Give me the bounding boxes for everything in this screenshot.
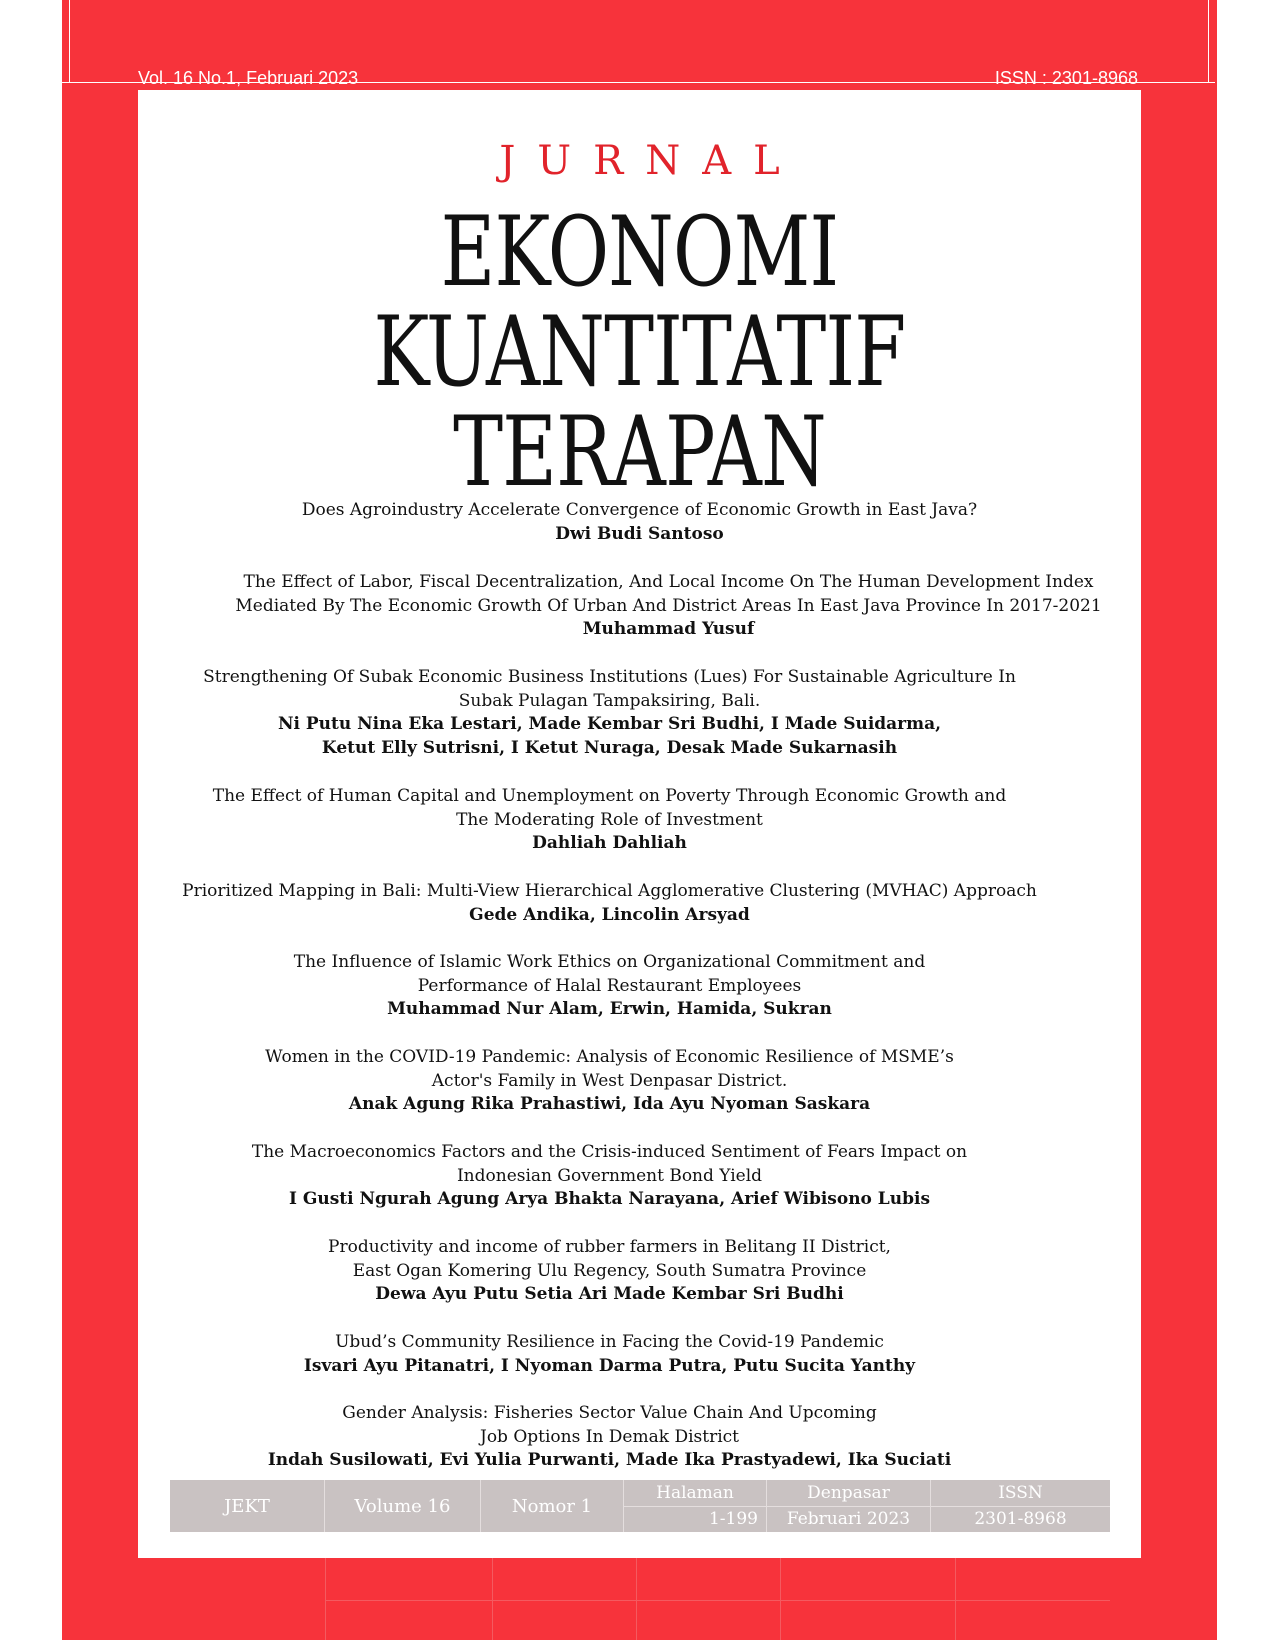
volume-cell: Volume 16 (354, 1495, 451, 1517)
bottom-grid-line (955, 1558, 956, 1640)
article-6 (138, 951, 1141, 1046)
article-10 (138, 1331, 1141, 1402)
bottom-grid-line (492, 1558, 493, 1640)
article-title: The Effect of Human Capital and Unemployment on Poverty Through Economic Growth and (212, 786, 1007, 806)
volume-issue-label: Vol. 16 No.1, Februari 2023 (138, 68, 359, 88)
masthead-ekonomi: EKONOMI (440, 196, 839, 308)
bottom-grid-line (325, 1600, 1110, 1601)
article-title: Strengthening Of Subak Economic Business Institutions (Lues) For Sustainable Agriculture In (203, 667, 1016, 687)
bottom-grid-line (780, 1558, 781, 1640)
article-1 (138, 499, 1141, 571)
masthead-terapan: TERAPAN (453, 396, 826, 508)
article-4 (138, 785, 1141, 880)
table-of-contents (138, 499, 1141, 1473)
article-title: Women in the COVID-19 Pandemic: Analysis of Economic Resilience of MSME’s (265, 1047, 954, 1067)
place-label: Denpasar (807, 1483, 890, 1503)
article-title: East Ogan Komering Ulu Regency, South Sumatra Province (352, 1260, 867, 1281)
article-2 (138, 571, 1141, 666)
issn-label: ISSN : 2301-8968 (994, 68, 1138, 88)
article-title: Job Options In Demak District (480, 1426, 739, 1447)
article-authors: I Gusti Ngurah Agung Arya Bhakta Narayana, Arief Wibisono Lubis (288, 1189, 931, 1209)
article-authors: Dwi Budi Santoso (555, 523, 724, 544)
article-authors: Dewa Ayu Putu Setia Ari Made Kembar Sri Budhi (375, 1284, 844, 1304)
article-title: Actor's Family in West Denpasar District. (431, 1070, 788, 1091)
article-11 (138, 1402, 1141, 1473)
article-authors: Isvari Ayu Pitanatri, I Nyoman Darma Putra, Putu Sucita Yanthy (303, 1355, 916, 1376)
article-9 (138, 1236, 1141, 1331)
article-title: Productivity and income of rubber farmers in Belitang II District, (328, 1237, 891, 1257)
article-8 (138, 1141, 1141, 1236)
article-title: The Effect of Labor, Fiscal Decentralization, And Local Income On The Human Development Index (243, 572, 1094, 592)
article-7 (138, 1046, 1141, 1141)
bottom-grid-line (325, 1558, 326, 1640)
cover-content-panel (138, 90, 1141, 1558)
frame-line-left (69, 0, 70, 83)
issue-info-table (170, 1480, 1110, 1532)
article-authors: Anak Agung Rika Prahastiwi, Ida Ayu Nyoman Saskara (348, 1094, 871, 1114)
article-authors: Muhammad Nur Alam, Erwin, Hamida, Sukran (387, 999, 832, 1019)
issn-table-label: ISSN (998, 1483, 1043, 1503)
article-title: The Macroeconomics Factors and the Crisis-induced Sentiment of Fears Impact on (251, 1142, 968, 1162)
masthead-kuantitatif: KUANTITATIF (373, 296, 906, 408)
issn-table-value: 2301-8968 (974, 1509, 1067, 1529)
pages-label: Halaman (656, 1483, 734, 1503)
pages-value: 1-199 (708, 1509, 758, 1529)
article-authors: Ketut Elly Sutrisni, I Ketut Nuraga, Desak Made Sukarnasih (321, 737, 898, 758)
article-title: The Moderating Role of Investment (456, 809, 763, 830)
article-title: Ubud’s Community Resilience in Facing the Covid-19 Pandemic (335, 1332, 884, 1352)
article-authors: Gede Andika, Lincolin Arsyad (469, 904, 750, 925)
article-title: Performance of Halal Restaurant Employees (417, 975, 802, 996)
article-5 (138, 880, 1141, 951)
cover-top-bar (138, 68, 1138, 90)
bottom-grid-line (636, 1558, 637, 1640)
article-title: Indonesian Government Bond Yield (456, 1165, 763, 1186)
article-3 (138, 666, 1141, 785)
article-title: Does Agroindustry Accelerate Convergence of Economic Growth in East Java? (301, 500, 978, 520)
frame-line-right (1208, 0, 1209, 83)
article-authors: Muhammad Yusuf (582, 619, 755, 639)
article-authors: Dahliah Dahliah (532, 833, 687, 853)
article-title: Subak Pulagan Tampaksiring, Bali. (458, 690, 761, 711)
article-authors: Ni Putu Nina Eka Lestari, Made Kembar Sri Budhi, I Made Suidarma, (277, 714, 942, 734)
article-title: The Influence of Islamic Work Ethics on Organizational Commitment and (293, 952, 926, 972)
masthead-jurnal: JURNAL (499, 138, 802, 184)
article-authors: Indah Susilowati, Evi Yulia Purwanti, Made Ika Prastyadewi, Ika Suciati (267, 1450, 952, 1470)
date-value: Februari 2023 (786, 1509, 911, 1529)
journal-abbrev: JEKT (224, 1495, 270, 1517)
number-cell: Nomor 1 (511, 1495, 593, 1517)
article-title: Gender Analysis: Fisheries Sector Value Chain And Upcoming (342, 1403, 877, 1423)
article-title: Mediated By The Economic Growth Of Urban And District Areas In East Java Province In 2017-2021 (235, 595, 1102, 616)
article-title: Prioritized Mapping in Bali: Multi-View Hierarchical Agglomerative Clustering (MVHAC) Approach (182, 881, 1037, 901)
